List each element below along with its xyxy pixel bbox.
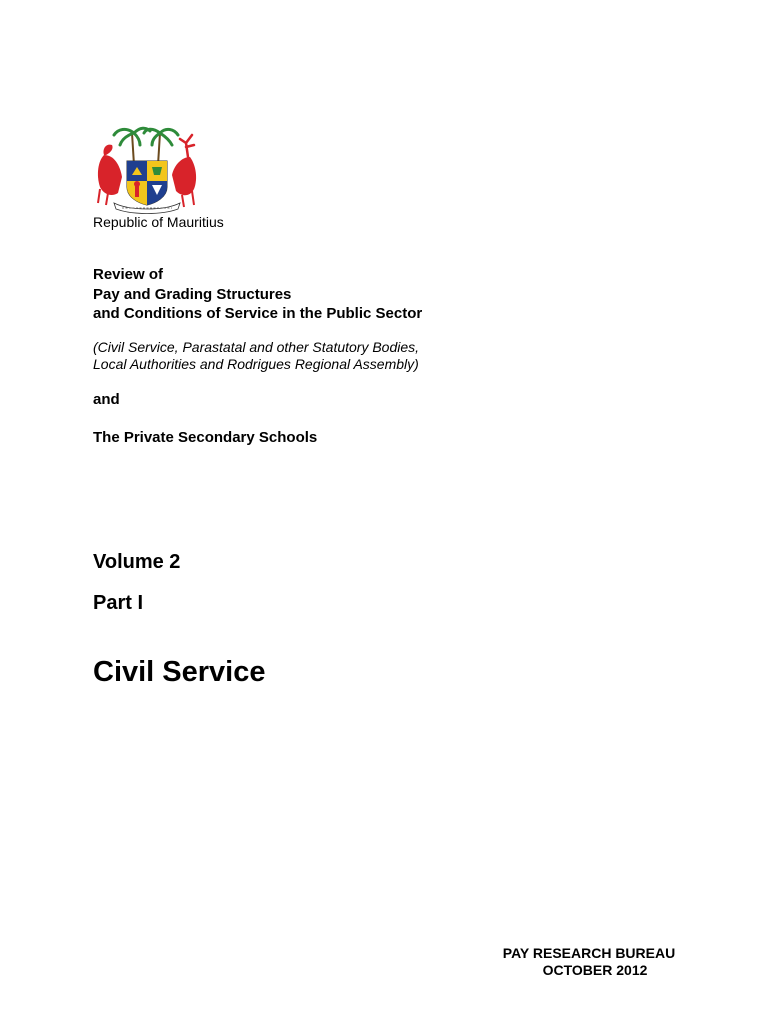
report-title-line-2: Pay and Grading Structures	[93, 285, 292, 303]
report-title-line-1: Review of	[93, 266, 164, 283]
report-title	[93, 265, 422, 324]
report-scope-line-1: (Civil Service, Parastatal and other Statutory Bodies,	[93, 339, 420, 355]
report-scope-line-2: Local Authorities and Rodrigues Regional Assembly)	[93, 355, 419, 372]
conjunction-text: and	[93, 391, 120, 408]
schools-heading: The Private Secondary Schools	[93, 429, 318, 446]
report-scope	[93, 339, 419, 372]
publication-date: OCTOBER 2012	[542, 962, 648, 978]
coat-of-arms-icon	[94, 125, 200, 215]
volume-heading: Volume 2	[93, 551, 181, 573]
publisher-name: PAY RESEARCH BUREAU	[502, 945, 676, 961]
part-heading: Part I	[93, 592, 144, 614]
section-title: Civil Service	[93, 656, 266, 688]
report-title-line-3: and Conditions of Service in the Public Sector	[93, 305, 423, 322]
country-name: Republic of Mauritius	[93, 214, 224, 230]
